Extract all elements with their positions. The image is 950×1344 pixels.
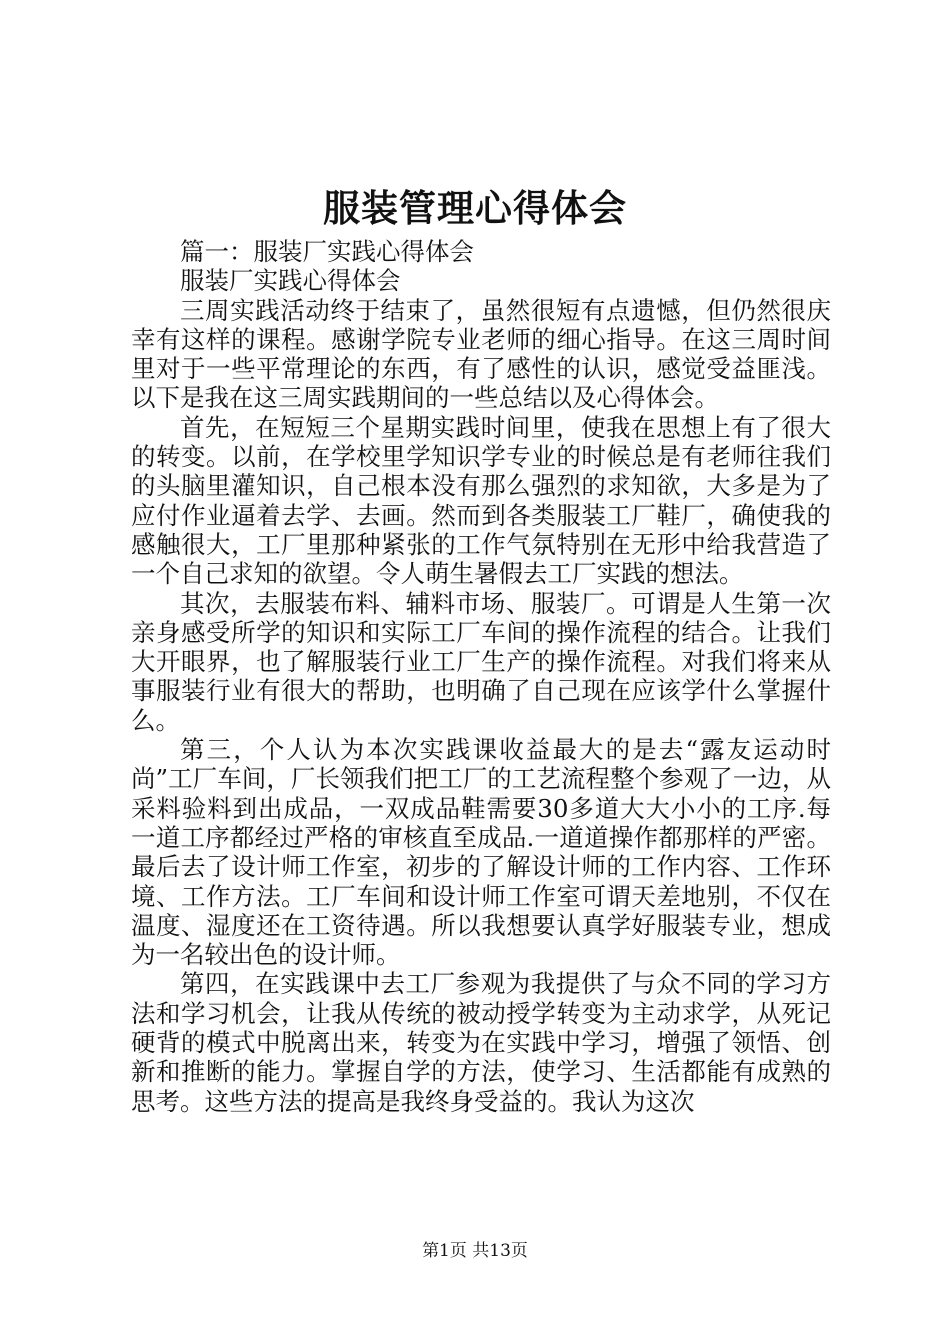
paragraph: 服装厂实践心得体会	[180, 266, 401, 296]
page-footer: 第1页 共13页	[422, 1241, 528, 1261]
paragraph: 篇一：服装厂实践心得体会	[180, 237, 474, 266]
document-title: 服装管理心得体会	[323, 186, 627, 230]
document-body	[131, 237, 831, 1116]
paragraph: 其次，去服装布料、辅料市场、服装厂。可谓是人生第一次亲身感受所学的知识和实际工厂车间的操作流程的结合。让我们大开眼界，也了解服装行业工厂生产的操作流程。对我们将来从事服装行业有很大的帮助，也明确了自己现在应该学什么掌握什么。	[131, 588, 831, 735]
paragraph: 首先，在短短三个星期实践时间里，使我在思想上有了很大的转变。以前，在学校里学知识学专业的时候总是有老师往我们的头脑里灌知识，自己根本没有那么强烈的求知欲，大多是为了应付作业逼着去学、去画。然而到各类服装工厂鞋厂，确使我的感触很大，工厂里那种紧张的工作气氛特别在无形中给我营造了一个自己求知的欲望。令人萌生暑假去工厂实践的想法。	[131, 412, 831, 589]
paragraph: 三周实践活动终于结束了，虽然很短有点遗憾，但仍然很庆幸有这样的课程。感谢学院专业老师的细心指导。在这三周时间里对于一些平常理论的东西，有了感性的认识，感觉受益匪浅。以下是我在这三周实践期间的一些总结以及心得体会。	[131, 295, 831, 413]
paragraph: 第三，个人认为本次实践课收益最大的是去“露友运动时尚”工厂车间，厂长领我们把工厂的工艺流程整个参观了一边，从采料验料到出成品，一双成品鞋需要30多道大大小小的工序.每一道工序都经过严格的审核直至成品.一道道操作都那样的严密。最后去了设计师工作室，初步的了解设计师的工作内容、工作环境、工作方法。工厂车间和设计师工作室可谓天差地别，不仅在温度、湿度还在工资待遇。所以我想要认真学好服装专业，想成为一名较出色的设计师。	[131, 735, 831, 970]
paragraph: 第四，在实践课中去工厂参观为我提供了与众不同的学习方法和学习机会，让我从传统的被动授学转变为主动求学，从死记硬背的模式中脱离出来，转变为在实践中学习，增强了领悟、创新和推断的能力。掌握自学的方法，使学习、生活都能有成熟的思考。这些方法的提高是我终身受益的。我认为这次	[131, 969, 831, 1116]
